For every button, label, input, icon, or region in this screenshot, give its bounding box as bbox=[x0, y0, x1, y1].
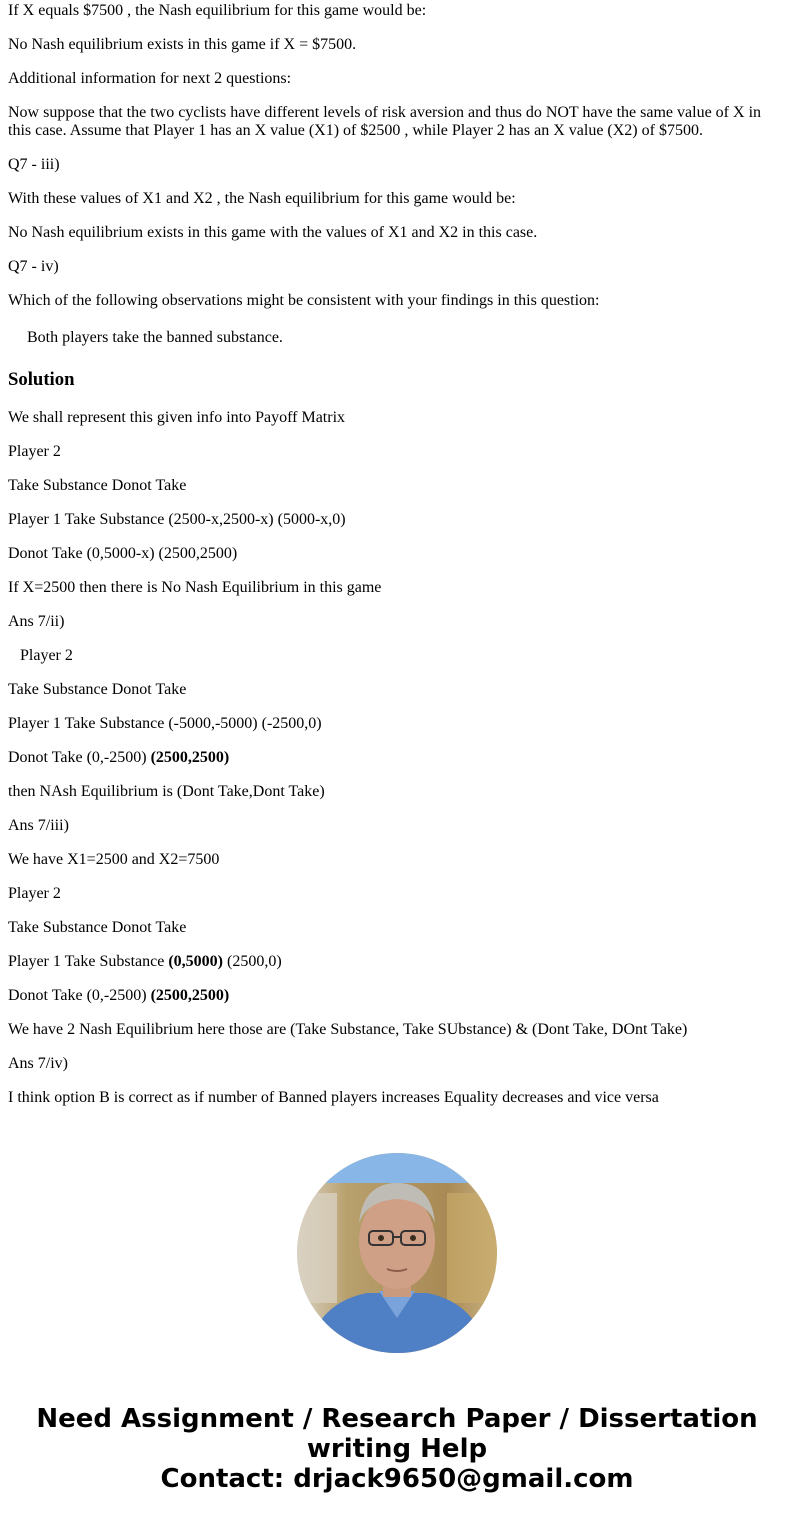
matrix3-equilibrium-payoff-a: (0,5000) bbox=[168, 953, 223, 970]
q-iii-prompt: With these values of X1 and X2 , the Nash equilibrium for this game would be: bbox=[8, 190, 516, 207]
q-iv-prompt: Which of the following observations might be consistent with your findings in this question: bbox=[8, 292, 600, 309]
q-iv-label: Q7 - iv) bbox=[8, 258, 59, 275]
matrix2-column-headers: Take Substance Donot Take bbox=[8, 681, 187, 698]
matrix3-equilibrium-payoff-b: (2500,2500) bbox=[150, 987, 230, 1004]
promo-banner bbox=[0, 1404, 794, 1494]
matrix3-conclusion: We have 2 Nash Equilibrium here those are (Take Substance, Take SUbstance) & (Dont Take, DOnt Take) bbox=[8, 1021, 688, 1038]
answer-iv-label: Ans 7/iv) bbox=[8, 1055, 68, 1072]
solution-intro: We shall represent this given info into Payoff Matrix bbox=[8, 409, 346, 426]
matrix2-row-take: Player 1 Take Substance (-5000,-5000) (-2500,0) bbox=[8, 715, 322, 732]
solution-heading: Solution bbox=[8, 369, 75, 390]
matrix3-row-take-text: Player 1 Take Substance bbox=[8, 953, 169, 970]
matrix1-column-headers: Take Substance Donot Take bbox=[8, 477, 187, 494]
matrix2-row-donot bbox=[8, 749, 229, 767]
answer-iv-text: I think option B is correct as if number of Banned players increases Equality decreases and vice versa bbox=[8, 1089, 659, 1106]
q-ii-prompt: If X equals $7500 , the Nash equilibrium for this game would be: bbox=[8, 2, 427, 19]
matrix2-conclusion: then NAsh Equilibrium is (Dont Take,Dont Take) bbox=[8, 783, 325, 800]
q-iii-answer: No Nash equilibrium exists in this game with the values of X1 and X2 in this case. bbox=[8, 224, 538, 241]
q-iii-label: Q7 - iii) bbox=[8, 156, 60, 173]
additional-info-text: Now suppose that the two cyclists have different levels of risk aversion and thus do NOT have the same value of X in this case. Assume that Player 1 has an X value (X1) of $2500 , while Player 2 has an X value (X2) of $7500. bbox=[8, 104, 762, 139]
matrix3-column-headers: Take Substance Donot Take bbox=[8, 919, 187, 936]
matrix3-row-take bbox=[8, 953, 282, 971]
q-iv-option: Both players take the banned substance. bbox=[27, 329, 283, 346]
matrix2-equilibrium-payoff: (2500,2500) bbox=[150, 749, 230, 766]
promo-line-1: Need Assignment / Research Paper / Dissertation bbox=[36, 1404, 758, 1434]
matrix1-conclusion: If X=2500 then there is No Nash Equilibrium in this game bbox=[8, 579, 382, 596]
promo-line-2: writing Help bbox=[306, 1434, 488, 1464]
matrix2-player2-label: Player 2 bbox=[20, 647, 73, 664]
matrix1-row-donot: Donot Take (0,5000-x) (2500,2500) bbox=[8, 545, 238, 562]
additional-info-heading: Additional information for next 2 questions: bbox=[8, 70, 292, 87]
author-portrait-image bbox=[297, 1153, 497, 1353]
matrix1-row-take: Player 1 Take Substance (2500-x,2500-x) (5000-x,0) bbox=[8, 511, 346, 528]
author-avatar bbox=[297, 1153, 497, 1353]
answer-iii-values: We have X1=2500 and X2=7500 bbox=[8, 851, 220, 868]
matrix1-player2-label: Player 2 bbox=[8, 443, 61, 460]
matrix2-row-donot-text: Donot Take (0,-2500) bbox=[8, 749, 151, 766]
matrix3-row-donot-text: Donot Take (0,-2500) bbox=[8, 987, 151, 1004]
q-ii-answer: No Nash equilibrium exists in this game if X = $7500. bbox=[8, 36, 357, 53]
answer-ii-label: Ans 7/ii) bbox=[8, 613, 65, 630]
promo-contact-line: Contact: drjack9650@gmail.com bbox=[160, 1464, 634, 1494]
matrix3-row-donot bbox=[8, 987, 229, 1005]
answer-iii-label: Ans 7/iii) bbox=[8, 817, 69, 834]
matrix3-row-take-tail: (2500,0) bbox=[222, 953, 282, 970]
matrix3-player2-label: Player 2 bbox=[8, 885, 61, 902]
